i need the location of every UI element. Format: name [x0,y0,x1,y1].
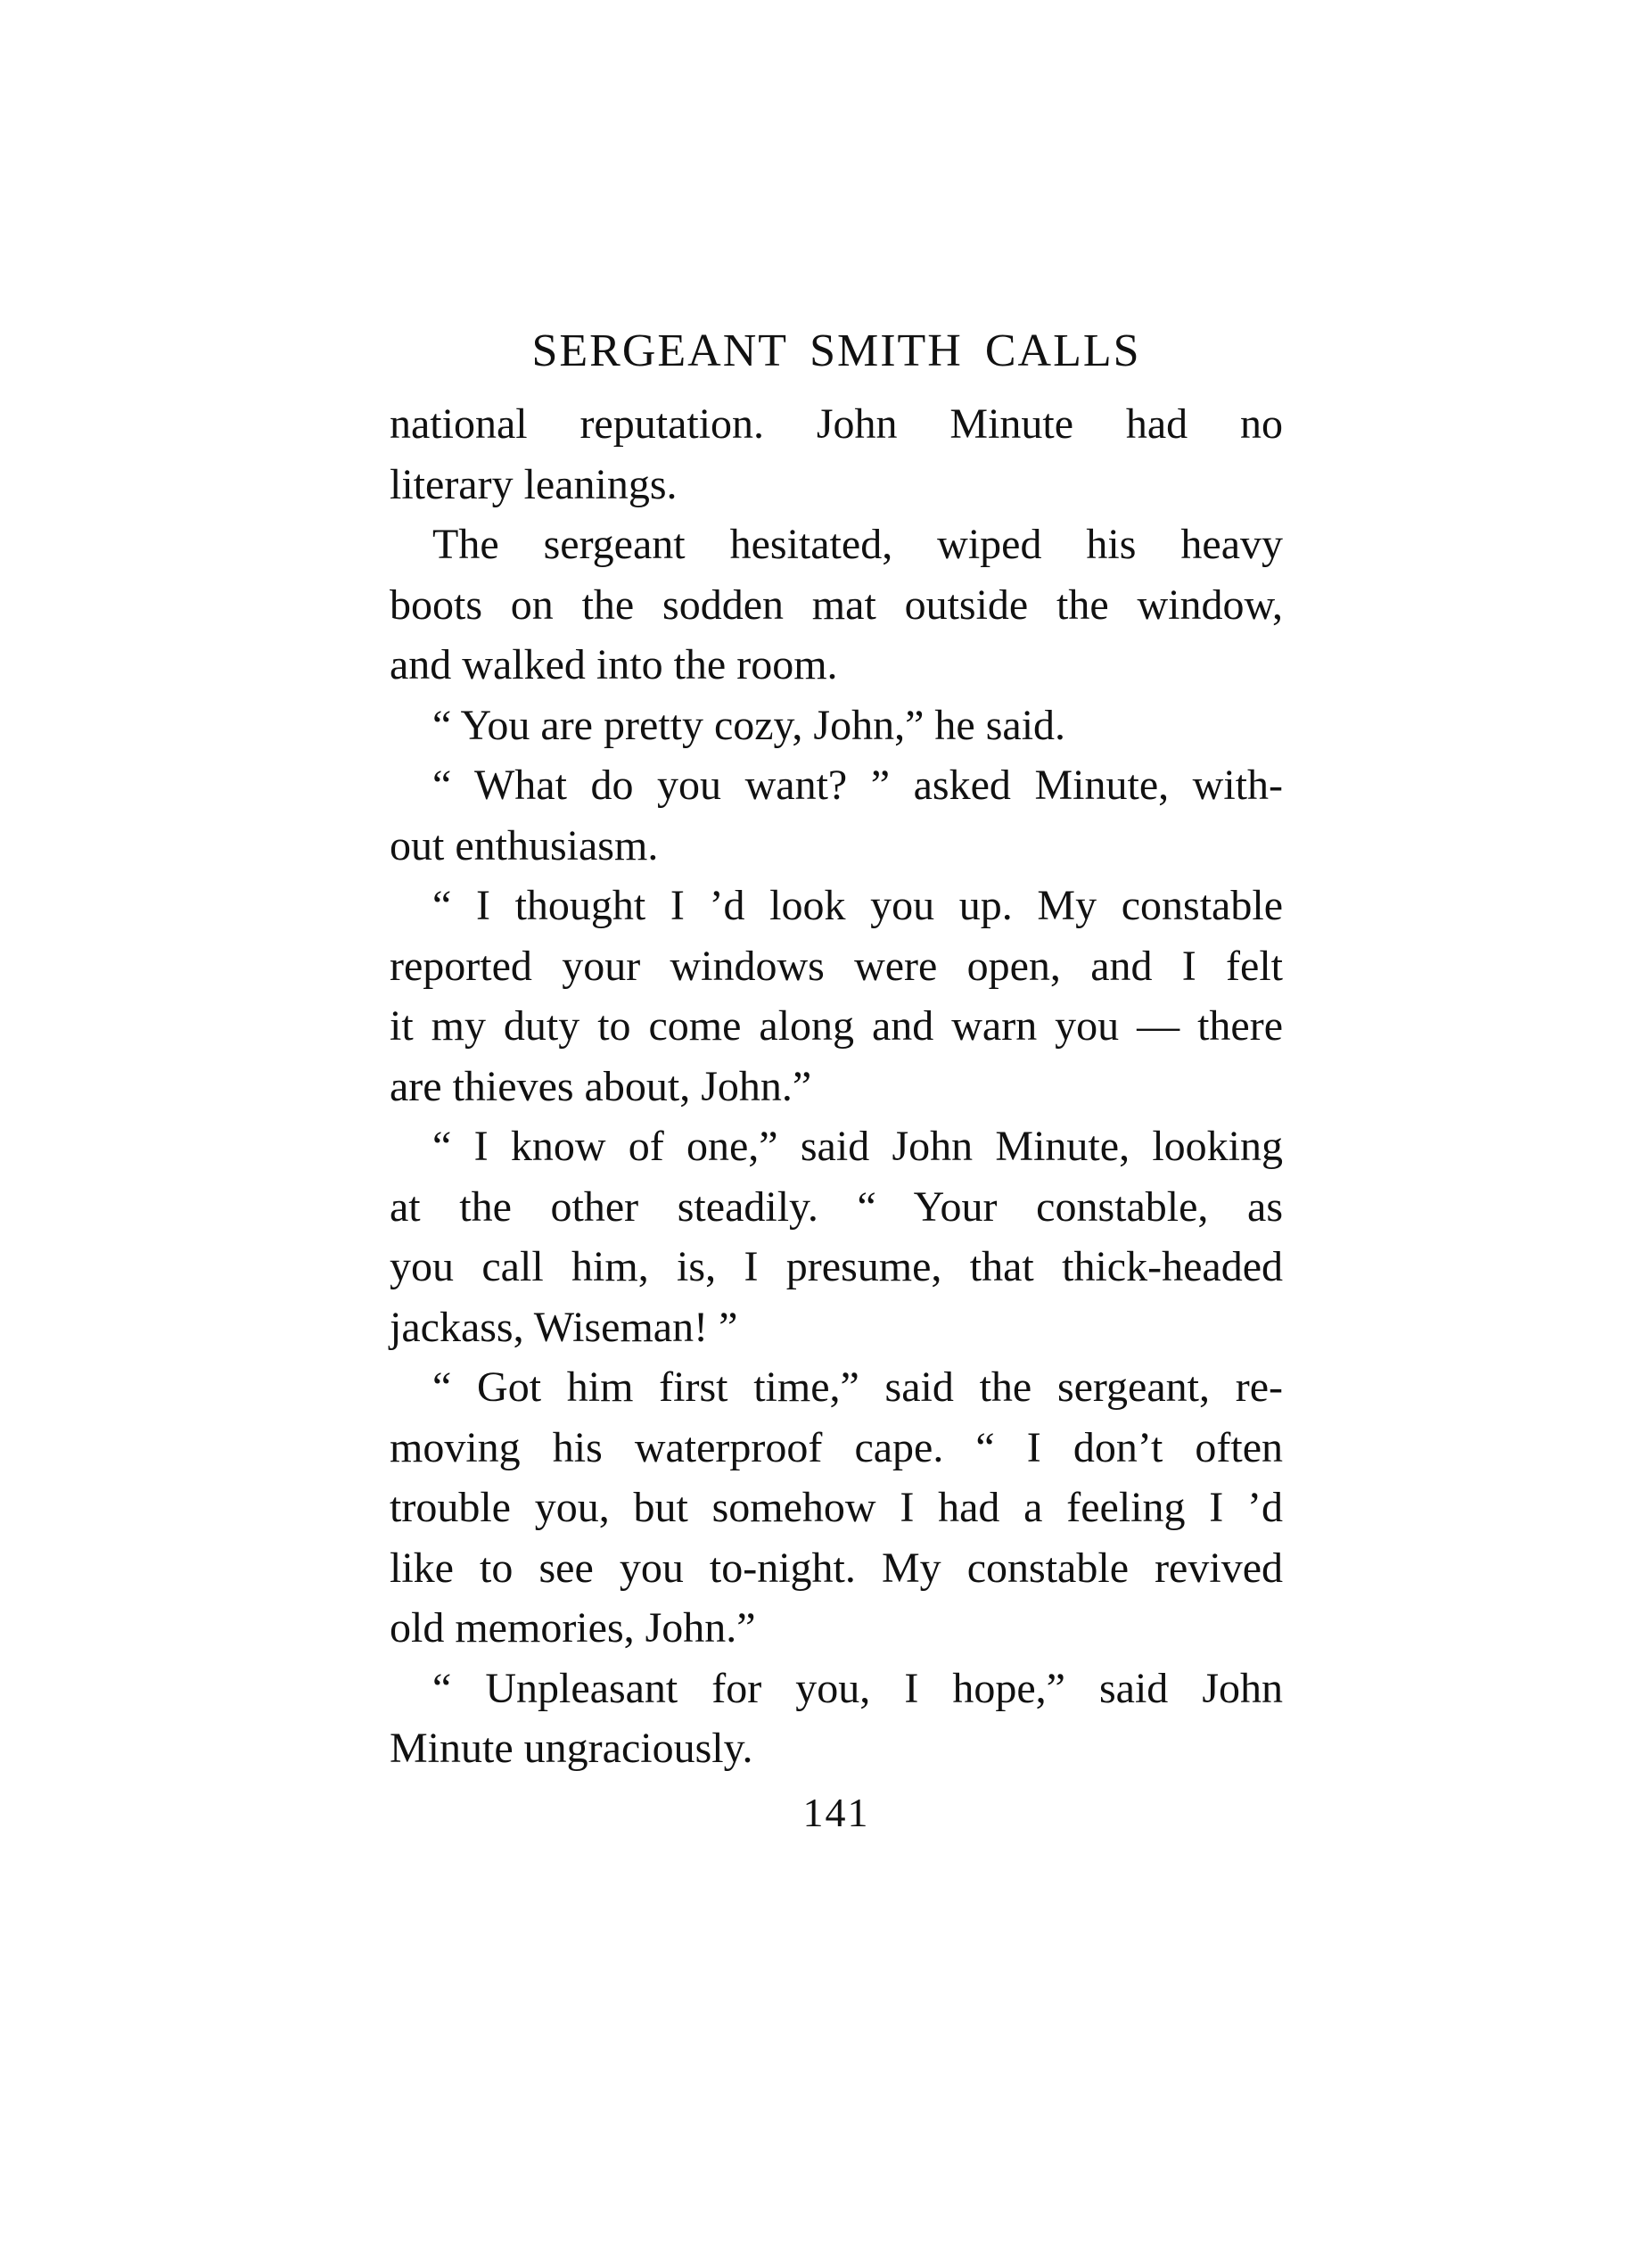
text-line: “ Unpleasant for you, I hope,” said John [432,1664,1283,1712]
text-line: like to see you to-night. My constable revived [390,1544,1283,1592]
text-line: national reputation. John Minute had no [390,400,1283,448]
text-line: “ I thought I ’d look you up. My constable [432,882,1283,929]
page-number: 141 [802,1790,870,1835]
body-text [390,394,1283,1779]
text-line: The sergeant hesitated, wiped his heavy [432,521,1283,568]
text-line: trouble you, but somehow I had a feeling I ’d [390,1484,1283,1531]
running-head: SERGEANT SMITH CALLS [531,325,1141,376]
text-line: Minute ungraciously. [390,1725,753,1772]
text-line: you call him, is, I presume, that thick-headed [390,1243,1283,1290]
text-line: “ What do you want? ” asked Minute, with- [432,762,1283,809]
text-line: at the other steadily. “ Your constable, as [390,1182,1283,1231]
text-line: jackass, Wiseman! ” [390,1303,738,1351]
text-line: boots on the sodden mat outside the window, [390,581,1283,629]
text-line: are thieves about, John.” [390,1062,812,1110]
text-line: old memories, John.” [390,1604,756,1651]
text-line: “ You are pretty cozy, John,” he said. [432,701,1066,749]
text-line: literary leanings. [390,460,678,508]
text-line: out enthusiasm. [390,821,659,869]
text-line: reported your windows were open, and I felt [390,942,1283,990]
text-line: moving his waterproof cape. “ I don’t often [390,1423,1283,1471]
text-line: it my duty to come along and warn you — there [390,1002,1283,1050]
text-line: “ I know of one,” said John Minute, looking [432,1123,1283,1170]
text-line: “ Got him first time,” said the sergeant, re- [432,1363,1283,1411]
text-line: and walked into the room. [390,641,838,688]
